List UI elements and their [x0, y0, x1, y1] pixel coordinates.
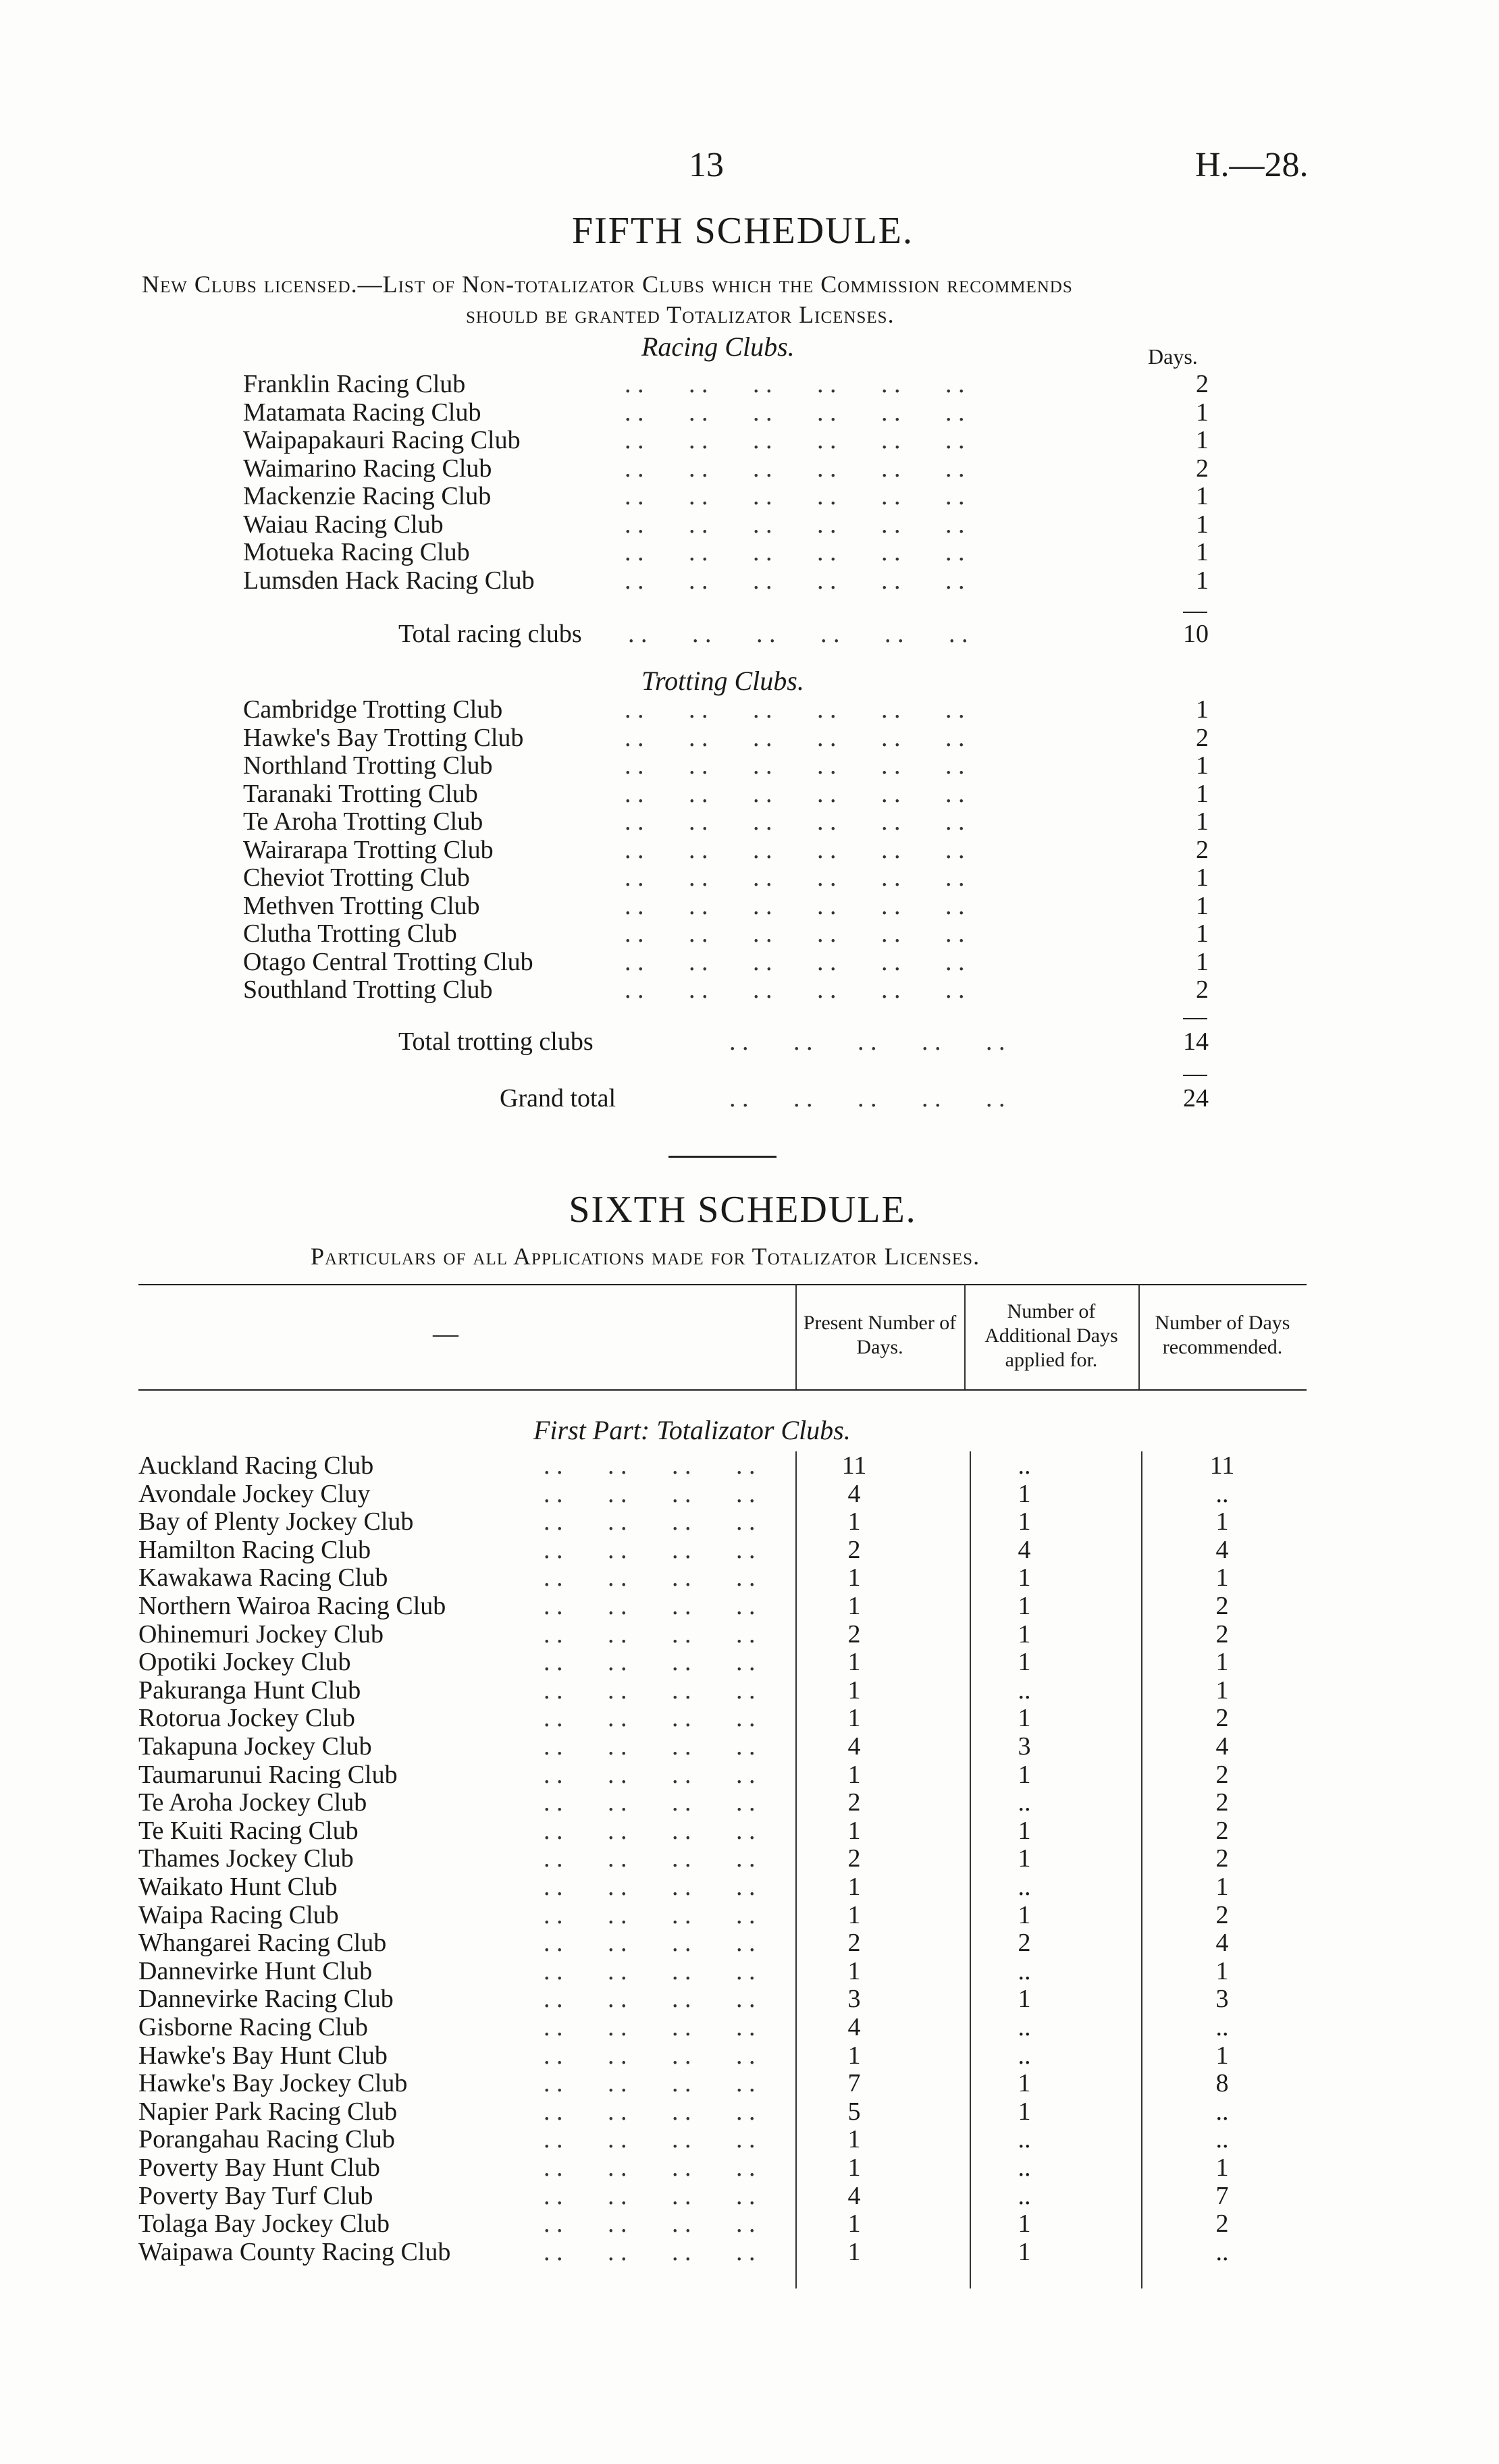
recommended-days-header: Number of Days recommended. [1155, 1312, 1290, 1358]
club-name: Tolaga Bay Jockey Club [138, 2209, 390, 2239]
club-row [243, 863, 1209, 892]
present-days-cell: 4 [847, 1479, 861, 1508]
recommended-days-cell: .. [1215, 2237, 1229, 2266]
present-days-cell: 1 [847, 1873, 861, 1901]
racing-clubs-heading: Racing Clubs. [641, 331, 795, 362]
leader-dots: . . . . . . . . [544, 2013, 756, 2041]
recommended-days-cell: 1 [1215, 1676, 1229, 1705]
document-reference: H.—28. [1195, 146, 1309, 184]
grand-total-row [500, 1084, 1209, 1113]
table-row [138, 1704, 1300, 1732]
table-row [138, 2069, 1300, 2097]
recommended-days-cell: 1 [1215, 2041, 1229, 2070]
leader-dots: . . . . . . . . . . . . [625, 398, 965, 427]
recommended-days-cell: 1 [1215, 1648, 1229, 1677]
table-row [138, 2238, 1300, 2266]
recommended-days-cell: 7 [1215, 2181, 1229, 2210]
table-row [138, 1563, 1300, 1592]
additional-days-cell: 3 [1018, 1732, 1031, 1761]
club-name: Waipa Racing Club [138, 1900, 339, 1929]
table-row [138, 2125, 1300, 2153]
club-days: 1 [1196, 482, 1209, 510]
recommended-days-cell: 2 [1215, 2209, 1229, 2239]
club-row [243, 780, 1209, 808]
present-days-cell: 3 [847, 1985, 861, 2014]
club-days: 2 [1196, 835, 1209, 864]
recommended-days-cell: 2 [1215, 1704, 1229, 1733]
table-row [138, 1620, 1300, 1649]
present-days-cell: 2 [847, 1929, 861, 1958]
sixth-schedule-subtitle: Particulars of all Applications made for Totalizator Licenses. [311, 1243, 980, 1270]
leader-dots: . . . . . . . . [544, 1592, 756, 1620]
page-number: 13 [689, 146, 724, 184]
table-header-bottom-rule [138, 1389, 1307, 1391]
present-days-cell: 2 [847, 1788, 861, 1817]
table-row [138, 2097, 1300, 2126]
additional-days-cell: 1 [1018, 1900, 1031, 1929]
additional-days-cell: 1 [1018, 1592, 1031, 1620]
club-days: 2 [1196, 723, 1209, 752]
table-row [138, 2209, 1300, 2238]
club-row [243, 426, 1209, 454]
club-days: 1 [1196, 695, 1209, 724]
additional-days-cell: .. [1018, 2181, 1031, 2210]
recommended-days-cell: .. [1215, 1479, 1229, 1508]
leader-dots: . . . . . . . . . . . . [625, 370, 965, 398]
additional-days-cell: .. [1018, 1788, 1031, 1817]
club-row [243, 919, 1209, 948]
leader-dots: . . . . . . . . [544, 1535, 756, 1564]
leader-dots: . . . . . . . . [544, 1704, 756, 1733]
club-name: Hawke's Bay Trotting Club [243, 723, 524, 752]
leader-dots: . . . . . . . . . . . . [625, 426, 965, 454]
table-row [138, 1732, 1300, 1761]
additional-days-cell: .. [1018, 1956, 1031, 1985]
leader-dots: . . . . . . . . . . . . [625, 863, 965, 892]
club-days: 1 [1196, 398, 1209, 427]
present-days-cell: 2 [847, 1844, 861, 1873]
club-days: 1 [1196, 426, 1209, 454]
leader-dots: . . . . . . . . [544, 2209, 756, 2239]
recommended-days-cell: 4 [1215, 1732, 1229, 1761]
club-name: Waipawa County Racing Club [138, 2237, 451, 2266]
table-row [138, 1957, 1300, 1985]
present-days-cell: 1 [847, 1956, 861, 1985]
leader-dots: . . . . . . . . . . . . [625, 891, 965, 920]
present-days-cell: 5 [847, 2097, 861, 2126]
trotting-clubs-heading: Trotting Clubs. [641, 666, 804, 696]
leader-dots: . . . . . . . . [544, 2237, 756, 2266]
leader-dots: . . . . . . . . [544, 1844, 756, 1873]
present-days-cell: 1 [847, 2125, 861, 2154]
table-row [138, 2182, 1300, 2210]
recommended-days-cell: .. [1215, 2125, 1229, 2154]
table-row [138, 1507, 1300, 1536]
recommended-days-cell: 1 [1215, 2153, 1229, 2182]
club-row [243, 751, 1209, 780]
club-name: Pakuranga Hunt Club [138, 1676, 361, 1705]
leader-dots: . . . . . . . . [544, 1563, 756, 1592]
leader-dots: . . . . . . . . . . . . [625, 779, 965, 808]
leader-dots: . . . . . . . . [544, 2125, 756, 2154]
leader-dots: . . . . . . . . . . . . [628, 620, 968, 648]
recommended-days-cell: 3 [1215, 1985, 1229, 2014]
present-days-cell: 1 [847, 1760, 861, 1789]
present-days-cell: 1 [847, 2041, 861, 2070]
additional-days-cell: .. [1018, 1873, 1031, 1901]
additional-days-cell: 1 [1018, 1816, 1031, 1845]
table-top-rule [138, 1284, 1307, 1285]
additional-days-cell: 1 [1018, 1619, 1031, 1649]
total-rule [1183, 1018, 1207, 1019]
leader-dots: . . . . . . . . [544, 2181, 756, 2210]
recommended-days-cell: 8 [1215, 2069, 1229, 2098]
present-days-cell: 4 [847, 2181, 861, 2210]
leader-dots: . . . . . . . . [544, 1900, 756, 1929]
total-racing-label: Total racing clubs [398, 620, 582, 648]
recommended-days-cell: 2 [1215, 1592, 1229, 1620]
club-days: 1 [1196, 863, 1209, 892]
club-name: Gisborne Racing Club [138, 2013, 368, 2041]
club-days: 1 [1196, 891, 1209, 920]
club-name: Ohinemuri Jockey Club [138, 1619, 384, 1649]
club-name: Te Aroha Trotting Club [243, 807, 483, 836]
club-name: Opotiki Jockey Club [138, 1648, 351, 1677]
table-row [138, 1676, 1300, 1705]
recommended-days-cell: 2 [1215, 1844, 1229, 1873]
leader-dots: . . . . . . . . . . . . [625, 807, 965, 836]
leader-dots: . . . . . . . . . . [729, 1027, 1005, 1056]
club-name: Rotorua Jockey Club [138, 1704, 355, 1733]
club-name: Hawke's Bay Hunt Club [138, 2041, 388, 2070]
club-name: Avondale Jockey Cluy [138, 1479, 371, 1508]
club-name: Northland Trotting Club [243, 751, 493, 780]
leader-dots: . . . . . . . . . . . . [625, 482, 965, 510]
recommended-days-cell: 4 [1215, 1535, 1229, 1564]
leader-dots: . . . . . . . . [544, 1676, 756, 1705]
club-row [243, 975, 1209, 1004]
club-name: Mackenzie Racing Club [243, 482, 492, 510]
club-days: 1 [1196, 779, 1209, 808]
club-name: Poverty Bay Hunt Club [138, 2153, 380, 2182]
leader-dots: . . . . . . . . [544, 1788, 756, 1817]
club-name: Bay of Plenty Jockey Club [138, 1507, 414, 1536]
leader-dots: . . . . . . . . [544, 1873, 756, 1901]
club-name: Waimarino Racing Club [243, 454, 492, 483]
recommended-days-cell: .. [1215, 2097, 1229, 2126]
additional-days-cell: 1 [1018, 1479, 1031, 1508]
recommended-days-cell: 2 [1215, 1619, 1229, 1649]
club-name: Dannevirke Hunt Club [138, 1956, 373, 1985]
recommended-days-cell: 2 [1215, 1900, 1229, 1929]
additional-days-cell: 1 [1018, 1760, 1031, 1789]
leader-dots: . . . . . . . . [544, 1732, 756, 1761]
recommended-days-cell: 2 [1215, 1816, 1229, 1845]
leader-dots: . . . . . . . . . . . . [625, 835, 965, 864]
present-days-cell: 1 [847, 1676, 861, 1705]
club-name: Waikato Hunt Club [138, 1873, 338, 1901]
fifth-schedule-subtitle-line2: should be granted Totalizator Licenses. [466, 301, 895, 328]
additional-days-cell: .. [1018, 2125, 1031, 2154]
recommended-days-cell: .. [1215, 2013, 1229, 2041]
sixth-schedule-title: SIXTH SCHEDULE. [569, 1189, 917, 1231]
club-name: Porangahau Racing Club [138, 2125, 395, 2154]
club-row [243, 454, 1209, 483]
club-row [243, 892, 1209, 920]
total-racing-value: 10 [1183, 620, 1209, 648]
leader-dots: . . . . . . . . . . . . [625, 919, 965, 948]
recommended-days-cell: 2 [1215, 1760, 1229, 1789]
leader-dots: . . . . . . . . [544, 2069, 756, 2098]
club-days: 2 [1196, 370, 1209, 398]
club-name: Northern Wairoa Racing Club [138, 1592, 446, 1620]
club-name: Auckland Racing Club [138, 1451, 374, 1480]
leader-dots: . . . . . . . . [544, 2041, 756, 2070]
club-days: 1 [1196, 947, 1209, 976]
table-row [138, 1817, 1300, 1845]
recommended-days-cell: 1 [1215, 1873, 1229, 1901]
present-days-cell: 1 [847, 1900, 861, 1929]
club-name: Motueka Racing Club [243, 538, 470, 566]
days-column-heading: Days. [1148, 344, 1198, 369]
club-name: Dannevirke Racing Club [138, 1985, 394, 2014]
club-name: Waipapakauri Racing Club [243, 426, 521, 454]
additional-days-cell: .. [1018, 2041, 1031, 2070]
recommended-days-cell: 2 [1215, 1788, 1229, 1817]
club-name: Takapuna Jockey Club [138, 1732, 372, 1761]
club-row [243, 724, 1209, 752]
additional-days-cell: 1 [1018, 1648, 1031, 1677]
additional-days-cell: 4 [1018, 1535, 1031, 1564]
leader-dots: . . . . . . . . [544, 1929, 756, 1958]
present-days-header: Present Number of Days. [803, 1312, 957, 1358]
present-days-cell: 2 [847, 1535, 861, 1564]
additional-days-cell: 1 [1018, 2237, 1031, 2266]
club-name: Taumarunui Racing Club [138, 1760, 398, 1789]
leader-dots: . . . . . . . . . . . . [625, 566, 965, 595]
total-trotting-value: 14 [1183, 1027, 1209, 1056]
table-row [138, 1788, 1300, 1817]
additional-days-cell: 1 [1018, 1844, 1031, 1873]
table-row [138, 2153, 1300, 2182]
club-name: Poverty Bay Turf Club [138, 2181, 373, 2210]
grand-total-label: Grand total [500, 1084, 616, 1113]
club-days: 1 [1196, 538, 1209, 566]
club-name: Matamata Racing Club [243, 398, 481, 427]
club-name: Thames Jockey Club [138, 1844, 354, 1873]
table-row [138, 2013, 1300, 2041]
present-days-cell: 11 [841, 1451, 867, 1480]
club-name: Wairarapa Trotting Club [243, 835, 494, 864]
additional-days-cell: 1 [1018, 2069, 1031, 2098]
leader-dots: . . . . . . . . [544, 1760, 756, 1789]
table-row [138, 1536, 1300, 1564]
present-days-cell: 1 [847, 1507, 861, 1536]
first-part-heading: First Part: Totalizator Clubs. [533, 1415, 851, 1445]
leader-dots: . . . . . . . . . . . . [625, 454, 965, 483]
fifth-schedule-title: FIFTH SCHEDULE. [571, 210, 914, 252]
leader-dots: . . . . . . . . [544, 1507, 756, 1536]
club-name: Methven Trotting Club [243, 891, 480, 920]
additional-days-header: Number of Additional Days applied for. [984, 1300, 1118, 1371]
recommended-days-cell: 1 [1215, 1507, 1229, 1536]
club-name: Hawke's Bay Jockey Club [138, 2069, 408, 2098]
club-row [243, 807, 1209, 836]
present-days-cell: 1 [847, 1816, 861, 1845]
present-days-cell: 1 [847, 2237, 861, 2266]
additional-days-cell: .. [1018, 2153, 1031, 2182]
additional-days-cell: .. [1018, 2013, 1031, 2041]
present-days-cell: 1 [847, 1648, 861, 1677]
table-row [138, 1592, 1300, 1620]
club-days: 1 [1196, 919, 1209, 948]
leader-dots: . . . . . . . . . . . . [625, 751, 965, 780]
leader-dots: . . . . . . . . . . . . [625, 947, 965, 976]
leader-dots: . . . . . . . . [544, 1451, 756, 1480]
club-row [243, 482, 1209, 510]
total-trotting-label: Total trotting clubs [398, 1027, 594, 1056]
present-days-cell: 4 [847, 2013, 861, 2041]
additional-days-cell: .. [1018, 1676, 1031, 1705]
leader-dots: . . . . . . . . . . . . [625, 975, 965, 1004]
present-days-cell: 7 [847, 2069, 861, 2098]
club-name: Southland Trotting Club [243, 975, 493, 1004]
club-name: Te Aroha Jockey Club [138, 1788, 367, 1817]
total-trotting-row [398, 1027, 1209, 1056]
recommended-days-cell: 11 [1209, 1451, 1235, 1480]
present-days-cell: 2 [847, 1619, 861, 1649]
present-days-cell: 1 [847, 1563, 861, 1592]
total-racing-row [398, 620, 1209, 648]
section-divider [668, 1156, 777, 1158]
table-row [138, 1901, 1300, 1929]
club-name: Cambridge Trotting Club [243, 695, 503, 724]
club-name: Whangarei Racing Club [138, 1929, 387, 1958]
leader-dots: . . . . . . . . . . . . [625, 510, 965, 539]
leader-dots: . . . . . . . . . . . . [625, 723, 965, 752]
grand-total-value: 24 [1183, 1084, 1209, 1113]
leader-dots: . . . . . . . . [544, 1648, 756, 1677]
present-days-cell: 1 [847, 2209, 861, 2239]
name-column-header: — [433, 1320, 458, 1348]
table-row [138, 1873, 1300, 1901]
club-days: 1 [1196, 751, 1209, 780]
leader-dots: . . . . . . . . [544, 1479, 756, 1508]
additional-days-cell: 1 [1018, 2209, 1031, 2239]
club-name: Hamilton Racing Club [138, 1535, 371, 1564]
club-row [243, 836, 1209, 864]
club-name: Waiau Racing Club [243, 510, 444, 539]
present-days-cell: 4 [847, 1732, 861, 1761]
present-days-cell: 1 [847, 2153, 861, 2182]
club-name: Franklin Racing Club [243, 370, 466, 398]
present-days-cell: 1 [847, 1704, 861, 1733]
table-row [138, 1985, 1300, 2013]
club-name: Taranaki Trotting Club [243, 779, 478, 808]
club-row [243, 695, 1209, 724]
additional-days-cell: 1 [1018, 1704, 1031, 1733]
leader-dots: . . . . . . . . [544, 1985, 756, 2014]
club-row [243, 948, 1209, 976]
table-row [138, 1480, 1300, 1508]
total-rule [1183, 612, 1207, 613]
additional-days-cell: 2 [1018, 1929, 1031, 1958]
leader-dots: . . . . . . . . [544, 1619, 756, 1649]
club-name: Cheviot Trotting Club [243, 863, 470, 892]
club-days: 2 [1196, 454, 1209, 483]
additional-days-cell: .. [1018, 1451, 1031, 1480]
club-days: 2 [1196, 975, 1209, 1004]
table-row [138, 1761, 1300, 1789]
table-row [138, 1844, 1300, 1873]
leader-dots: . . . . . . . . [544, 2153, 756, 2182]
recommended-days-cell: 1 [1215, 1563, 1229, 1592]
club-row [243, 370, 1209, 398]
leader-dots: . . . . . . . . [544, 1956, 756, 1985]
leader-dots: . . . . . . . . . . . . [625, 695, 965, 724]
leader-dots: . . . . . . . . [544, 2097, 756, 2126]
additional-days-cell: 1 [1018, 1985, 1031, 2014]
club-days: 1 [1196, 566, 1209, 595]
club-name: Lumsden Hack Racing Club [243, 566, 535, 595]
club-name: Kawakawa Racing Club [138, 1563, 388, 1592]
club-name: Napier Park Racing Club [138, 2097, 398, 2126]
leader-dots: . . . . . . . . . . . . [625, 538, 965, 566]
fifth-schedule-subtitle-line1: New Clubs licensed.—List of Non-totalizator Clubs which the Commission recommends [142, 271, 1073, 298]
club-row [243, 510, 1209, 539]
present-days-cell: 1 [847, 1592, 861, 1620]
club-name: Te Kuiti Racing Club [138, 1816, 359, 1845]
club-row [243, 398, 1209, 427]
additional-days-cell: 1 [1018, 2097, 1031, 2126]
table-row [138, 1648, 1300, 1676]
club-days: 1 [1196, 510, 1209, 539]
additional-days-cell: 1 [1018, 1563, 1031, 1592]
club-row [243, 538, 1209, 566]
recommended-days-cell: 1 [1215, 1956, 1229, 1985]
club-row [243, 566, 1209, 595]
recommended-days-cell: 4 [1215, 1929, 1229, 1958]
total-rule [1183, 1075, 1207, 1076]
club-days: 1 [1196, 807, 1209, 836]
additional-days-cell: 1 [1018, 1507, 1031, 1536]
table-row [138, 1929, 1300, 1957]
club-name: Otago Central Trotting Club [243, 947, 533, 976]
table-row [138, 2041, 1300, 2070]
club-name: Clutha Trotting Club [243, 919, 457, 948]
table-row [138, 1451, 1300, 1480]
leader-dots: . . . . . . . . [544, 1816, 756, 1845]
leader-dots: . . . . . . . . . . [729, 1084, 1005, 1113]
